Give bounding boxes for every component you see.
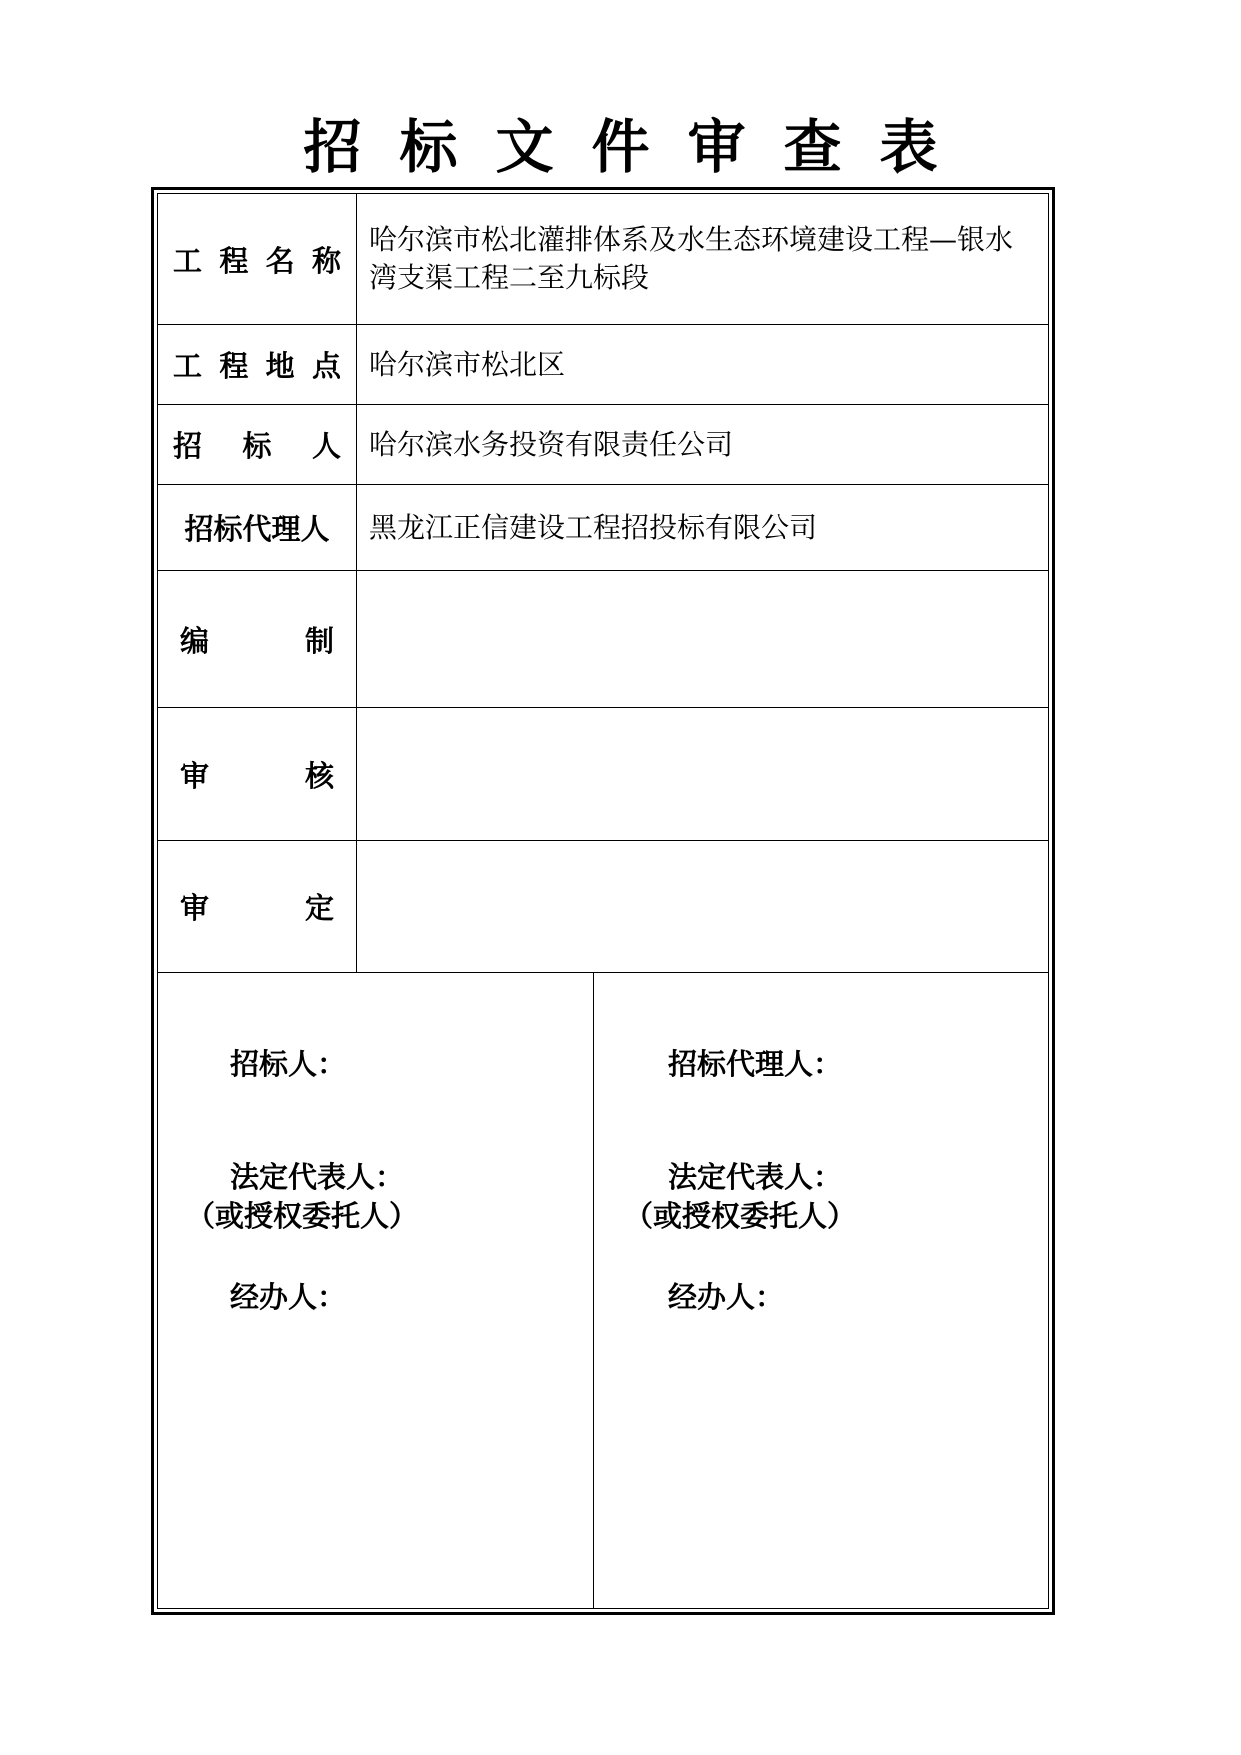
label-char: 程 [219,349,249,383]
label-char: 地 [265,349,295,383]
label-char: 人 [311,429,341,463]
row-tenderer [158,405,1048,485]
value-reviewed-by [357,708,1048,840]
label-char: 核 [304,758,334,793]
value-tender-agent [357,485,1048,570]
signature-tenderer [158,973,594,1608]
value-project-name [357,194,1048,324]
row-prepared-by [158,571,1048,708]
label-char: 审 [180,758,210,793]
label-prepared-by [158,571,357,707]
value-tenderer [357,405,1048,484]
legal-rep-label: 法定代表人： [668,1160,843,1194]
row-tender-agent [158,485,1048,571]
label-char: 定 [304,891,334,925]
label-reviewed-by [158,708,357,840]
handler-label: 经办人： [668,1280,785,1314]
row-reviewed-by [158,708,1048,841]
label-tender-agent-text: 招标代理人 [184,512,330,546]
label-char: 招 [173,429,203,463]
label-approved-by [158,841,357,972]
tenderer-signature-label: 招标人： [230,1047,347,1081]
row-approved-by [158,841,1048,973]
value-approved-by [357,841,1048,972]
authorized-rep-label: （或授权委托人） [624,1199,857,1233]
handler-label: 经办人： [230,1280,347,1314]
project-location-text: 哈尔滨市松北区 [369,347,566,381]
label-char: 程 [219,243,249,278]
label-char: 审 [180,891,210,925]
tender-agent-text: 黑龙江正信建设工程招投标有限公司 [369,510,818,544]
signature-tender-agent [594,973,1048,1608]
label-char: 名 [265,243,295,278]
value-project-location [357,325,1048,404]
tender-agent-signature-label: 招标代理人： [668,1047,843,1081]
signature-area [158,973,1048,1608]
label-char: 称 [311,243,341,278]
legal-rep-label: 法定代表人： [230,1160,405,1194]
project-name-text: 哈尔滨市松北灌排体系及水生态环境建设工程—银水湾支渠工程二至九标段 [369,223,1014,294]
authorized-rep-label: （或授权委托人） [186,1199,419,1233]
label-char: 标 [242,429,272,463]
row-project-location [158,325,1048,405]
label-tenderer [158,405,357,484]
label-char: 制 [304,623,334,658]
label-project-location [158,325,357,404]
page-title: 招标文件审查表 [303,113,976,181]
label-char: 编 [180,623,210,658]
tenderer-text: 哈尔滨水务投资有限责任公司 [369,427,734,461]
label-char: 工 [173,243,203,278]
label-tender-agent [158,485,357,570]
row-project-name [158,194,1048,325]
label-project-name [158,194,357,324]
label-char: 点 [311,349,341,383]
review-form-inner-frame [157,193,1049,1609]
label-char: 工 [173,349,203,383]
value-prepared-by [357,571,1048,707]
review-form-table [151,187,1055,1615]
